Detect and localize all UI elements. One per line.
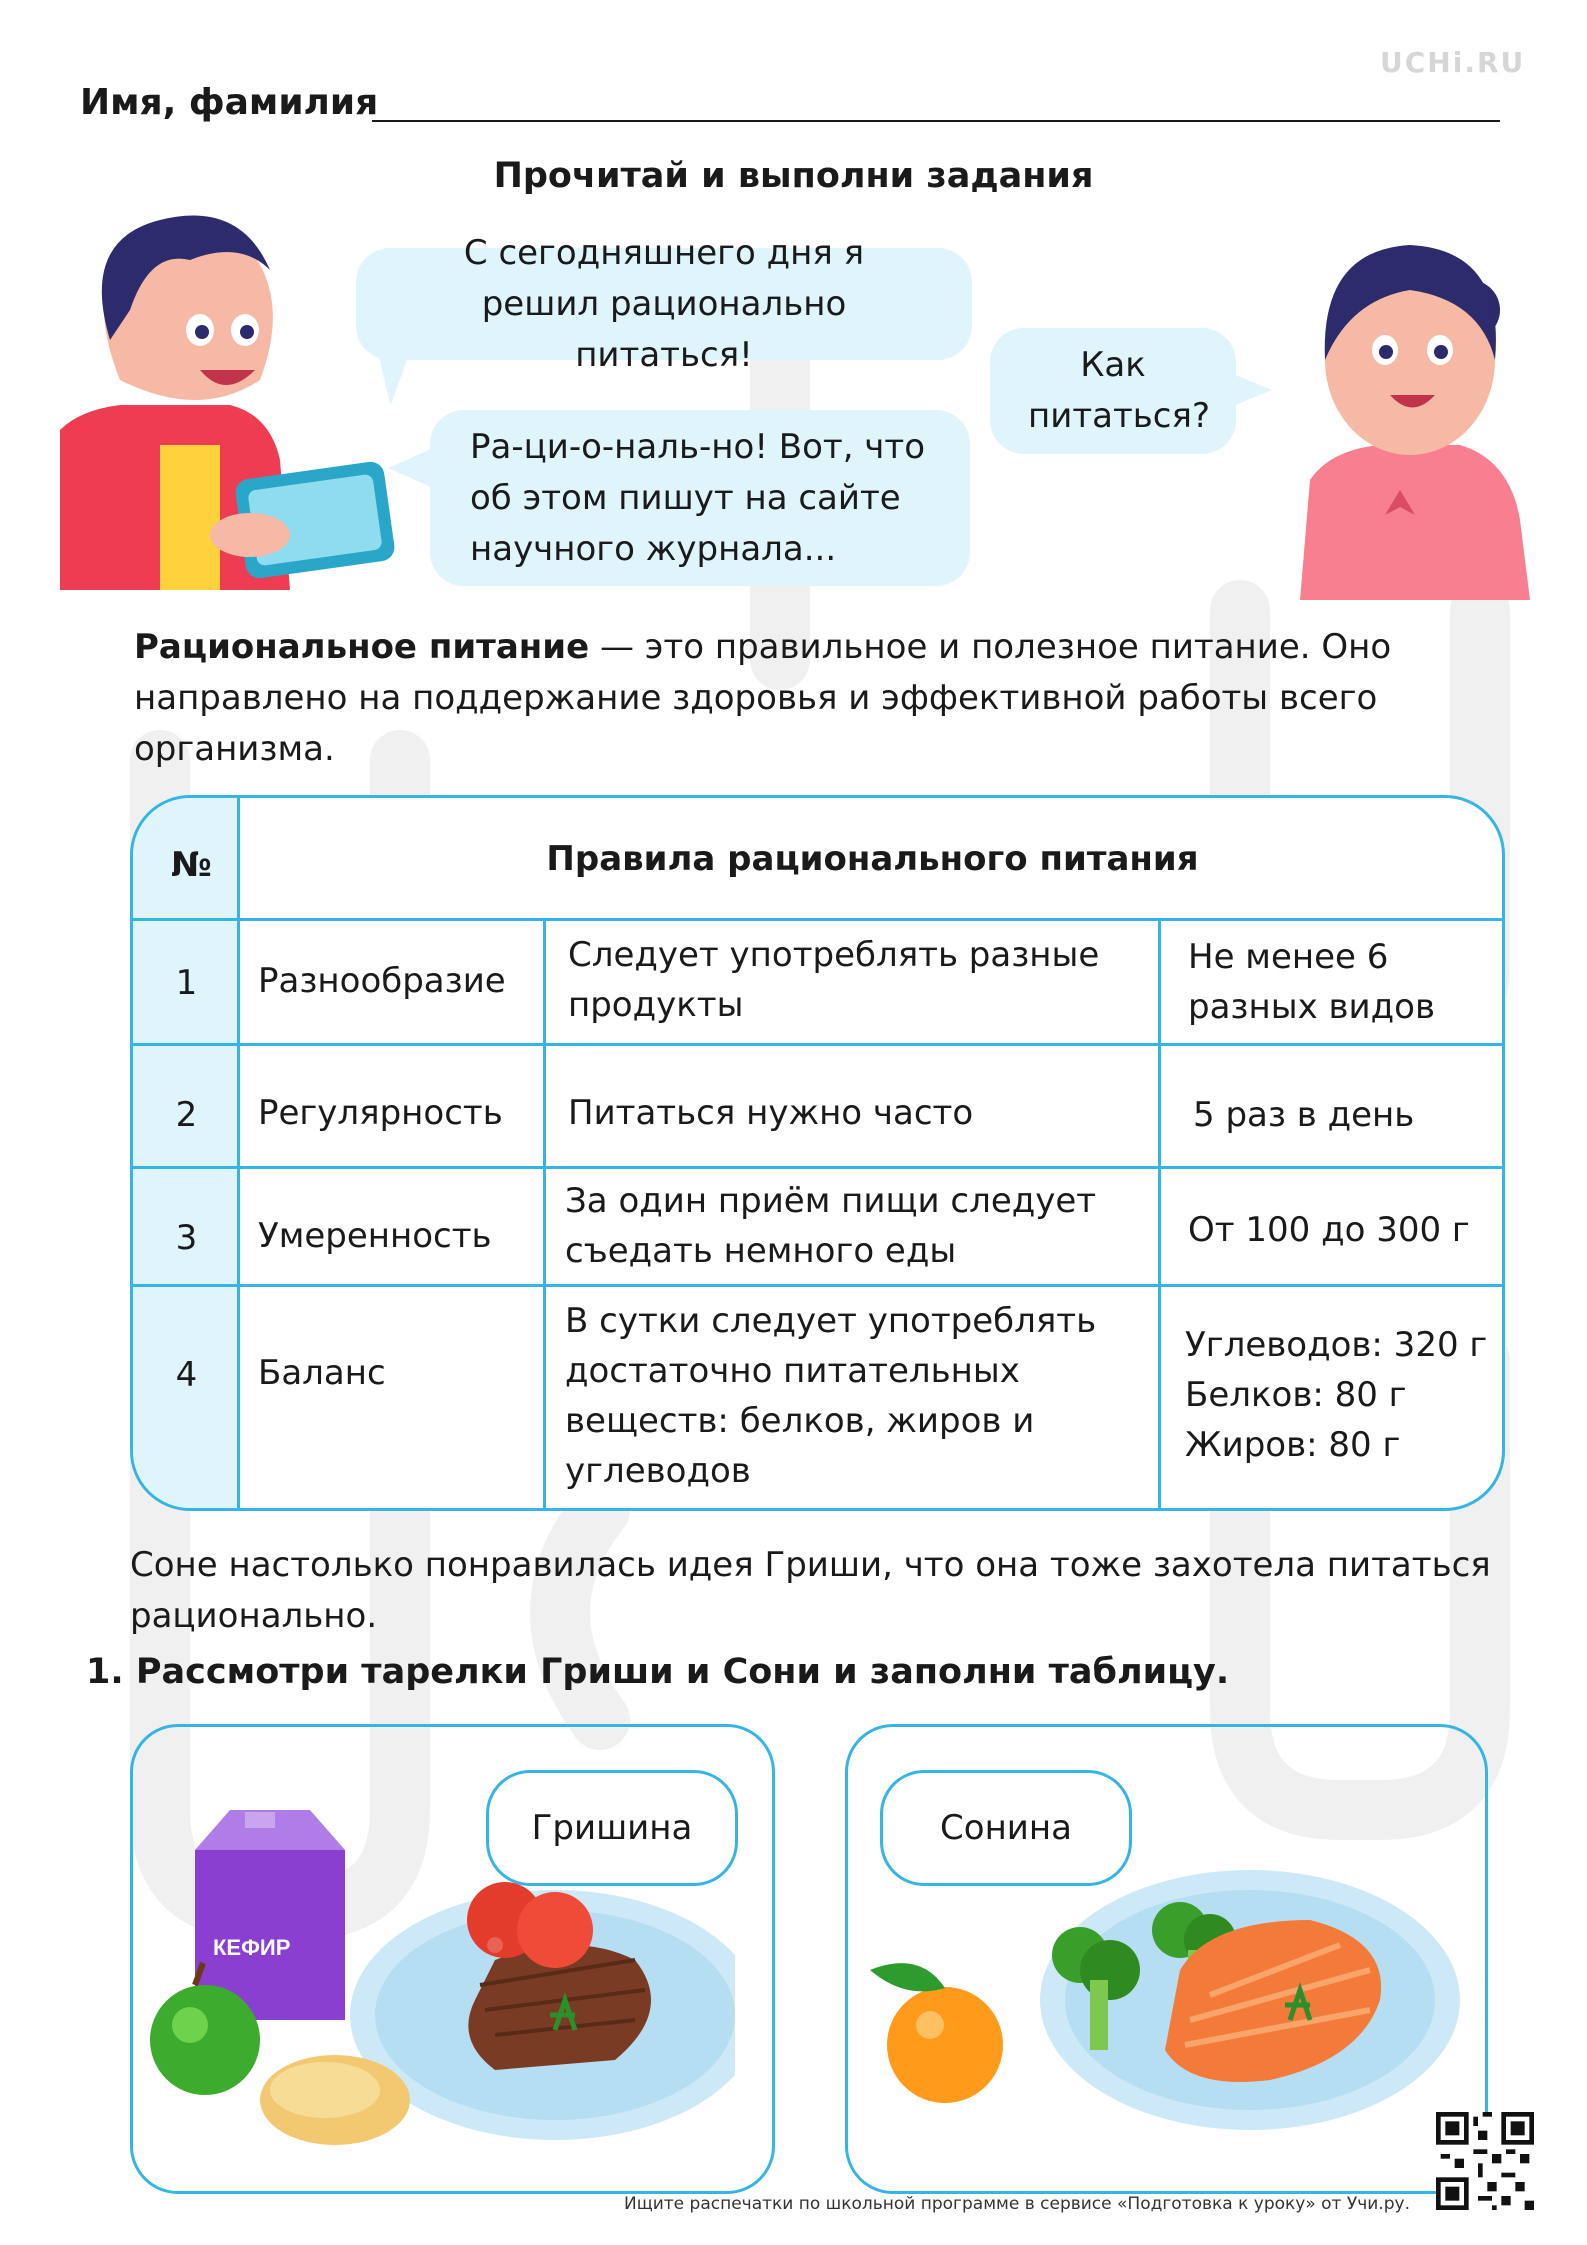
rule-description: Следует употреблять разные продукты	[568, 935, 1100, 1025]
column-header-number: №	[171, 845, 212, 885]
footer-note: Ищите распечатки по школьной программе в сервисе «Подготовка к уроку» от Учи.ру.	[624, 2194, 1410, 2214]
name-label: Имя, фамилия	[80, 82, 379, 123]
divider	[1158, 918, 1161, 1508]
rule-description: Питаться нужно часто	[568, 1093, 974, 1133]
speech-bubble-boy-1	[356, 232, 972, 375]
rule-norm: 5 раз в день	[1193, 1095, 1415, 1135]
grisha-food-illustration	[135, 1810, 735, 2180]
divider	[133, 918, 1502, 921]
rule-name: Разнообразие	[258, 961, 506, 1001]
name-input-line[interactable]	[372, 120, 1500, 122]
task-1-heading: 1. Рассмотри тарелки Гриши и Сони и заполни таблицу.	[86, 1652, 1230, 1692]
divider	[133, 1043, 1502, 1046]
rule-norm-list	[1185, 1320, 1505, 1470]
definition-paragraph	[134, 622, 1534, 775]
divider	[543, 918, 546, 1508]
qr-code[interactable]	[1436, 2112, 1534, 2210]
divider	[133, 1166, 1502, 1169]
rule-description: За один приём пищи следует съедать немного еды	[565, 1181, 1097, 1271]
rules-table	[130, 795, 1505, 1511]
label-text: Сонина	[940, 1808, 1072, 1848]
norm-proteins: Белков: 80 г	[1185, 1375, 1407, 1415]
brand-logo: UCHi.RU	[1380, 46, 1526, 79]
row-number: 3	[175, 1218, 198, 1258]
definition-text: — это правильное и полезное питание. Оно направлено на поддержание здоровья и эффективной работы всего организма.	[134, 627, 1392, 769]
norm-fats: Жиров: 80 г	[1185, 1425, 1401, 1465]
row-number: 1	[175, 963, 198, 1003]
speech-text: Ра-ци-о-наль-но! Вот, что об этом пишут на сайте научного журнала...	[470, 427, 925, 569]
row-number: 2	[175, 1095, 198, 1135]
rule-name: Регулярность	[258, 1093, 503, 1133]
table-title: Правила рационального питания	[546, 839, 1199, 879]
story-paragraph: Соне настолько понравилась идея Гриши, что она тоже захотела питаться рационально.	[130, 1545, 1491, 1636]
speech-text: С сегодняшнего дня я решил рационально питаться!	[463, 232, 865, 375]
rule-description: В сутки следует употреблять достаточно питательных веществ: белков, жиров и углеводов	[565, 1301, 1097, 1491]
speech-text: Как питаться?	[1028, 345, 1211, 436]
number-column	[133, 798, 240, 1508]
girl-illustration	[1270, 220, 1540, 600]
rule-name: Баланс	[258, 1353, 386, 1393]
kefir-label: КЕФИР	[213, 1935, 291, 1960]
row-number: 4	[175, 1355, 198, 1395]
norm-carbs: Углеводов: 320 г	[1185, 1325, 1488, 1365]
speech-bubble-girl	[990, 328, 1236, 454]
label-text: Гришина	[531, 1808, 693, 1848]
divider	[133, 1284, 1502, 1287]
speech-bubble-boy-2	[430, 410, 970, 586]
definition-term: Рациональное питание	[134, 627, 590, 667]
rule-name: Умеренность	[258, 1216, 492, 1256]
sonya-food-illustration	[850, 1820, 1480, 2180]
rule-norm: Не менее 6 разных видов	[1188, 937, 1435, 1027]
rule-norm: От 100 до 300 г	[1188, 1210, 1470, 1250]
task-title: Прочитай и выполни задания	[493, 156, 1094, 196]
